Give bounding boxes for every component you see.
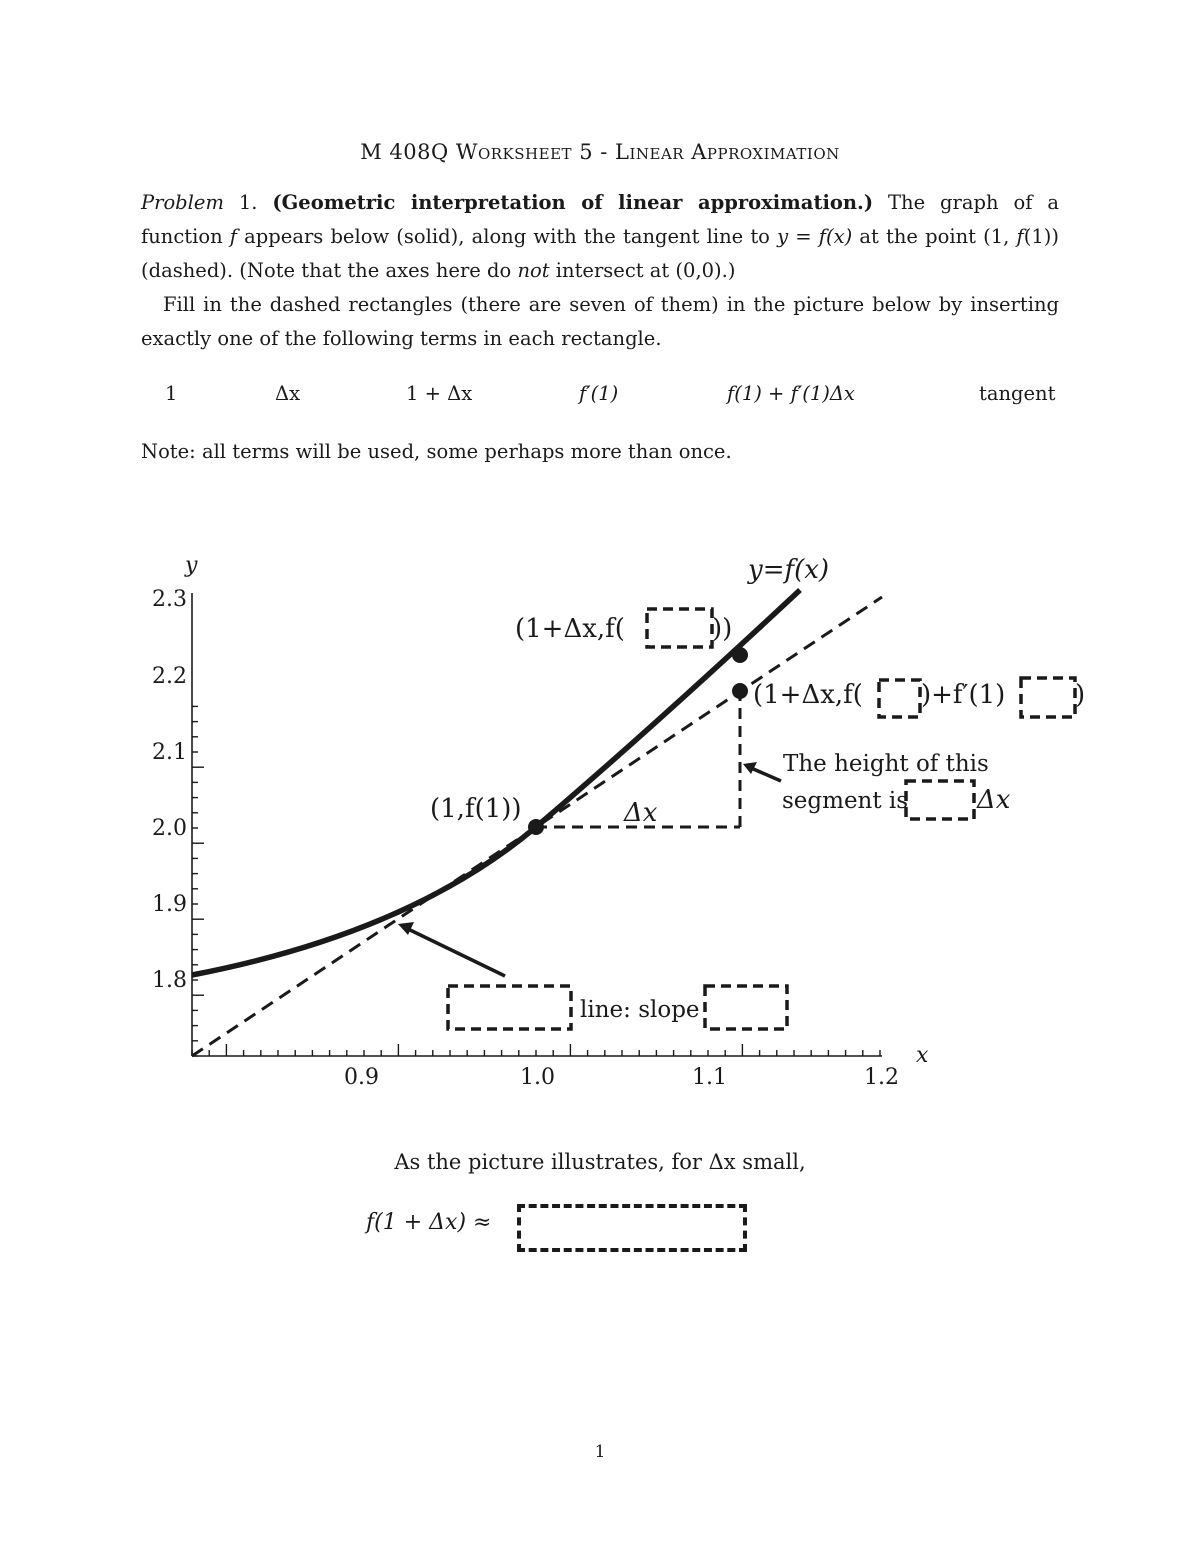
x-axis-label: x	[916, 1043, 929, 1068]
x-tick-label: 1.2	[864, 1065, 899, 1090]
point-label: (1,f(1))	[430, 794, 522, 824]
height-arrow	[751, 768, 781, 781]
title-subject: Worksheet 5 - Linear Approximation	[455, 140, 840, 164]
term-one-plus-delta-x: 1 + Δx	[406, 382, 473, 405]
problem-not: not	[517, 259, 550, 282]
tangent-point-label-start: (1+Δx,f(	[753, 680, 863, 710]
point-one-f-one	[528, 819, 544, 835]
problem-number: 1.	[223, 191, 273, 214]
problem-text-2: appears below (solid), along with the tangent line to	[237, 225, 778, 248]
height-label-suffix: Δx	[977, 785, 1011, 815]
term-one: 1	[165, 382, 178, 405]
term-delta-x: Δx	[275, 382, 301, 405]
delta-x-label: Δx	[624, 798, 658, 828]
instruction-text: Fill in the dashed rectangles (there are seven of them) in the picture below by inserting exactly one of the following terms in each rectangle.	[141, 293, 1059, 350]
page-number: 1	[594, 1442, 606, 1462]
blank-box[interactable]	[879, 680, 920, 717]
blank-box[interactable]	[705, 986, 787, 1029]
tangent-point-label-mid: )+f′(1)	[921, 680, 1006, 710]
problem-equation: y = f(x)	[777, 225, 853, 248]
problem-point-f: f	[1016, 225, 1024, 248]
y-tick-label: 2.0	[152, 816, 187, 841]
y-tick-label: 2.2	[152, 664, 187, 689]
problem-text-4: (1)) (dashed). (Note that the axes here do	[141, 225, 1059, 282]
point-on-tangent	[732, 683, 748, 699]
y-tick-label: 1.8	[152, 968, 187, 993]
title-course: M 408Q	[360, 140, 456, 164]
function-curve	[192, 590, 800, 975]
answer-box[interactable]	[517, 1204, 747, 1252]
point-on-curve	[732, 647, 748, 663]
approximation-intro: As the picture illustrates, for Δx small,	[394, 1150, 806, 1174]
curve-label: y=f(x)	[748, 555, 830, 585]
blank-box[interactable]	[1021, 678, 1075, 717]
y-tick-label: 2.1	[152, 740, 187, 765]
upper-point-label-end: ))	[712, 614, 733, 644]
problem-label: Problem	[141, 191, 224, 214]
y-axis-label: y	[185, 553, 198, 578]
term-tangent: tangent	[979, 382, 1056, 405]
term-derivative: f′(1)	[579, 382, 619, 405]
height-label-line2: segment is	[782, 788, 909, 814]
approximation-lhs	[366, 1210, 491, 1235]
problem-text-5: intersect at (0,0).)	[549, 259, 736, 282]
note-text: Note: all terms will be used, some perhaps more than once.	[141, 440, 732, 463]
y-tick-label: 2.3	[152, 587, 187, 612]
y-axis-ticks	[192, 706, 204, 1056]
tangent-point-label-end: )	[1075, 680, 1086, 710]
tangent-arrowhead	[398, 922, 414, 935]
blank-box[interactable]	[647, 609, 712, 647]
blank-box[interactable]	[448, 986, 571, 1029]
problem-text-1: The graph of a function	[141, 191, 1059, 248]
problem-heading: (Geometric interpretation of linear approximation.)	[272, 191, 874, 214]
y-tick-label: 1.9	[152, 892, 187, 917]
line-slope-label: line: slope	[580, 997, 700, 1023]
x-tick-label: 1.0	[520, 1065, 555, 1090]
tangent-arrow	[408, 929, 505, 976]
problem-f: f	[229, 225, 238, 248]
x-axis-ticks	[192, 1044, 880, 1056]
blank-box[interactable]	[906, 781, 974, 819]
x-tick-label: 0.9	[344, 1065, 379, 1090]
problem-text-3: at the point (1,	[852, 225, 1017, 248]
term-linearization: f(1) + f′(1)Δx	[727, 382, 855, 405]
approximation-expression: f(1 + Δx) ≈	[366, 1210, 492, 1235]
upper-point-label-start: (1+Δx,f(	[515, 614, 625, 644]
x-tick-label: 1.1	[692, 1065, 727, 1090]
height-label-line1: The height of this	[783, 751, 989, 777]
